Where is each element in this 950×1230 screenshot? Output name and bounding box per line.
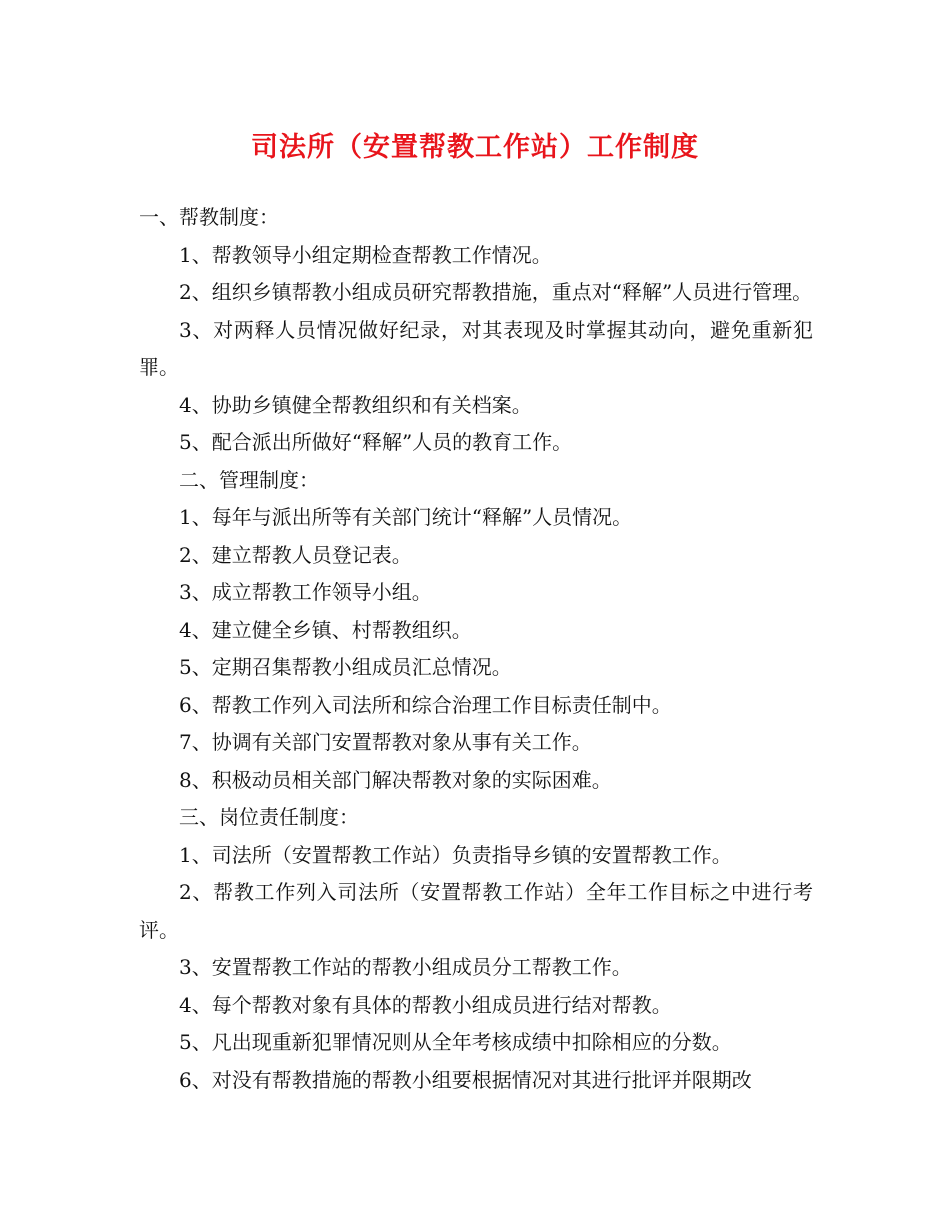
paragraph: 4、每个帮教对象有具体的帮教小组成员进行结对帮教。 [179, 992, 672, 1017]
paragraph: 3、安置帮教工作站的帮教小组成员分工帮教工作。 [179, 955, 632, 979]
paragraph: 4、协助乡镇健全帮教组织和有关档案。 [179, 392, 532, 417]
paragraph: 3、成立帮教工作领导小组。 [179, 580, 432, 604]
paragraph: 3、对两释人员情况做好纪录，对其表现及时掌握其动向，避免重新犯罪。 [139, 317, 813, 379]
paragraph: 5、配合派出所做好“释解”人员的教育工作。 [179, 430, 573, 454]
paragraph: 5、凡出现重新犯罪情况则从全年考核成绩中扣除相应的分数。 [179, 1030, 732, 1054]
paragraph: 8、积极动员相关部门解决帮教对象的实际困难。 [179, 767, 612, 792]
section-heading-1: 一、帮教制度： [139, 205, 279, 229]
paragraph: 4、建立健全乡镇、村帮教组织。 [179, 617, 472, 642]
paragraph: 1、每年与派出所等有关部门统计“释解”人员情况。 [179, 505, 633, 529]
paragraph: 2、组织乡镇帮教小组成员研究帮教措施，重点对“释解”人员进行管理。 [179, 280, 813, 304]
paragraph: 7、协调有关部门安置帮教对象从事有关工作。 [179, 730, 592, 754]
paragraph: 6、对没有帮教措施的帮教小组要根据情况对其进行批评并限期改 [179, 1067, 752, 1092]
document-body [139, 199, 813, 1099]
paragraph: 2、建立帮教人员登记表。 [179, 542, 412, 567]
paragraph: 5、定期召集帮教小组成员汇总情况。 [179, 655, 512, 679]
paragraph: 1、帮教领导小组定期检查帮教工作情况。 [179, 242, 552, 267]
paragraph: 6、帮教工作列入司法所和综合治理工作目标责任制中。 [179, 692, 672, 717]
document-title: 司法所（安置帮教工作站）工作制度 [251, 132, 699, 163]
section-heading-2: 二、管理制度： [179, 467, 319, 492]
paragraph: 2、帮教工作列入司法所（安置帮教工作站）全年工作目标之中进行考评。 [139, 880, 813, 942]
section-heading-3: 三、岗位责任制度： [179, 805, 359, 829]
paragraph: 1、司法所（安置帮教工作站）负责指导乡镇的安置帮教工作。 [179, 842, 732, 867]
